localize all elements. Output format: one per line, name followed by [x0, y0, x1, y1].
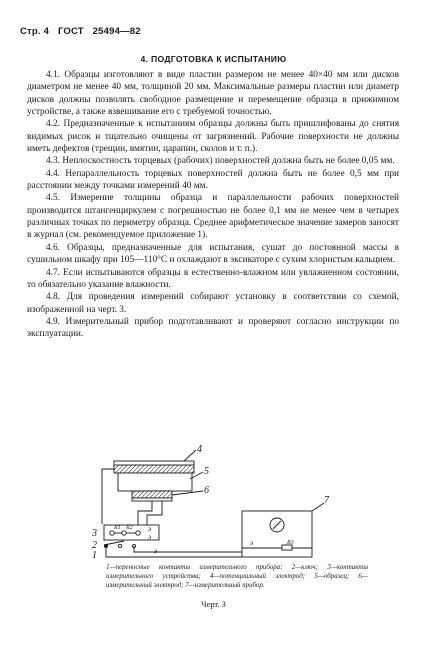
label-6: 6: [204, 485, 209, 496]
paragraph-4-9: 4.9. Измерительный прибор подготавливают и проверяют согласно инструкции по эксплуатации.: [27, 316, 399, 340]
standard-number: 25494—82: [92, 26, 141, 37]
page-number: Стр. 4: [20, 26, 50, 37]
potential-electrode: [114, 465, 194, 473]
paragraph-4-5: 4.5. Измерение толщины образца и параллельности рабочих поверхностей производится штангенциркулем с погрешностью не более 0,1 мм не менее чем в четырех различных точках по периметру образца. Среднее арифметическое значение замеров заносят в журнал (см. рекомендуемое приложение 1).: [27, 193, 399, 241]
label-7: 7: [324, 495, 329, 506]
label-e1: э: [148, 525, 152, 533]
label-r1: R1: [114, 525, 121, 531]
paragraph-4-8: 4.8. Для проведения измерений собирают установку в соответствии со схемой, изображенной на черт. 3.: [27, 292, 399, 315]
paragraph-4-1: 4.1. Образцы изготовляют в виде пластин размером не менее 40×40 мм или дисков диаметром не менее 40 мм, толщиной 20 мм. Максимальные размеры пластин или диаметр дисков должны позволять свободное размещение и перемещение образца в прижимном устройстве, а также взвешивание его с требуемой точностью.: [27, 70, 399, 118]
label-e3: э: [154, 547, 158, 555]
label-r3: R3: [287, 540, 294, 546]
figure-legend: 1—переносные контакты измерительного прибора; 2—ключ; 3—контакты измерительного устройства; 4—потенциальный электрод; 5—образец; 6—измерительный электрод; 7—измерительный прибор.: [106, 564, 368, 589]
paragraph-4-4: 4.4. Непараллельность торцевых поверхностей должна быть не более 0,5 мм при расстоянии между точками измерений 40 мм.: [27, 168, 399, 192]
standard-label: ГОСТ: [57, 26, 84, 37]
paragraph-4-2: 4.2. Предназначенные к испытаниям образцы должны быть пришлифованы до снятия видимых рисок и тщательно очищены от загрязнений. Рабочие поверхности не должны иметь дефектов (трещин, вмятин, царапин, сколов и т. п.).: [27, 119, 399, 155]
figure-label: Черт. 3: [201, 600, 226, 609]
label-r2: R2: [126, 525, 133, 531]
paragraph-4-3: 4.3. Неплоскостность торцевых (рабочих) поверхностей должна быть не более 0,05 мм.: [46, 156, 395, 167]
label-5: 5: [204, 466, 209, 477]
measuring-electrode: [132, 491, 172, 498]
label-1: 1: [92, 550, 97, 560]
label-4: 4: [197, 445, 202, 455]
label-e2: э: [148, 533, 152, 541]
label-e4: э: [250, 539, 254, 547]
paragraph-4-6: 4.6. Образцы, предназначенные для испытания, сушат до постоянной массы в сушильном шкафу при 105—110°С и охлаждают в эксикаторе с сухим хлористым кальцием.: [27, 242, 399, 266]
figure-caption: [106, 563, 368, 590]
measurement-setup-diagram: [92, 445, 362, 560]
label-3: 3: [92, 528, 97, 539]
sample: [118, 473, 192, 491]
section-body: [27, 69, 399, 341]
label-2: 2: [92, 540, 97, 551]
section-title: 4. ПОДГОТОВКА К ИСПЫТАНИЮ: [140, 54, 287, 64]
page-header: [20, 26, 147, 37]
paragraph-4-7: 4.7. Если испытываются образцы в естественно-влажном или увлажненном состоянии, то обязательно указание влажности.: [27, 267, 399, 290]
